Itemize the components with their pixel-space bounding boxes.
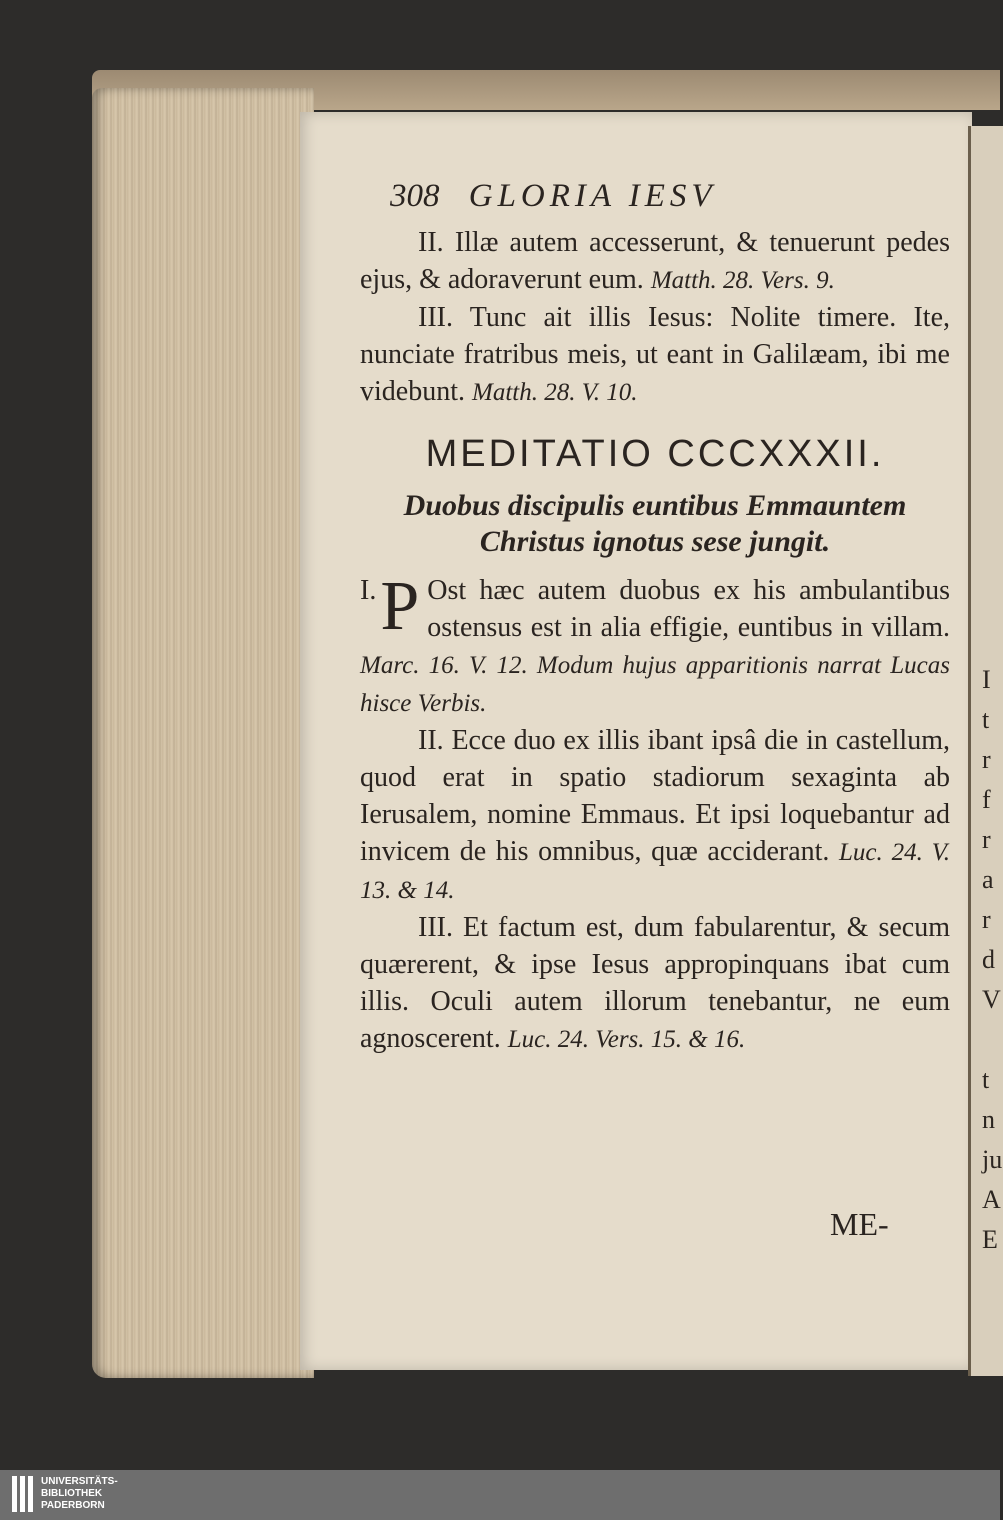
footer-bar [0,1470,1000,1520]
facing-letter: t [982,705,990,734]
logo-bars-icon [12,1476,33,1512]
paragraph-text: Ost hæc autem duobus ex his ambulantibus ostensus est in alia effigie, euntibus in villam. [427,575,950,643]
facing-letter: r [982,825,991,854]
facing-letter: ju [982,1145,1003,1174]
catchword: ME- [830,1206,889,1242]
facing-letter: V [982,985,1001,1014]
facing-letter: n [982,1105,995,1134]
facing-page-letters [982,660,1003,1260]
paragraph-3 [360,909,950,1058]
paragraph-top-1 [360,224,950,299]
facing-letter: I [982,665,991,694]
paragraph-text: II. Illæ autem accesserunt, & tenuerunt pedes ejus, & adoraverunt eum. [360,227,950,295]
library-name [41,1476,118,1512]
library-line-2: BIBLIOTHEK [41,1488,103,1499]
library-line-1: UNIVERSITÄTS- [41,1476,118,1487]
paragraph-top-2 [360,299,950,411]
facing-letter: a [982,865,994,894]
paragraph-text: III. Tunc ait illis Iesus: Nolite timere. Ite, nunciate fratribus meis, ut eant in Galilæam, ibi me videbunt. [360,302,950,407]
library-logo [12,1476,118,1512]
paragraph-2 [360,722,950,909]
facing-letter: r [982,905,991,934]
facing-letter: f [982,785,991,814]
facing-letter: E [982,1225,998,1254]
scripture-reference: Marc. 16. V. 12. Modum hujus apparitionis narrat Lucas hisce Verbis. [360,652,950,717]
facing-letter: t [982,1065,990,1094]
page-text [360,178,950,1058]
running-header [390,178,950,224]
facing-letter: d [982,945,995,974]
scripture-reference: Matth. 28. V. 10. [472,379,638,406]
paragraph-text: II. Ecce duo ex illis ibant ipsâ die in castellum, quod erat in spatio stadiorum sexaginta ab Ierusalem, nomine Emmaus. Et ipsi loquebantur ad invicem de his omnibus, quæ acciderant. [360,725,950,867]
paragraph-1 [360,568,950,722]
facing-letter [982,1020,1000,1060]
library-line-3: PADERBORN [41,1500,105,1511]
scripture-reference: Luc. 24. V. 13. & 14. [360,839,950,904]
meditation-title: MEDITATIO CCCXXXII. [425,433,885,475]
page-number: 308 [390,178,440,214]
running-head: GLORIA IESV [468,178,717,214]
paragraph-numeral: I. [360,575,377,606]
paragraph-text: III. Et factum est, dum fabularentur, & secum quærerent, & ipse Iesus appropinquans ibat cum illis. Oculi autem illorum tenebantur, ne eum agnoscerent. [360,912,950,1054]
page-edges [92,88,314,1378]
facing-letter: A [982,1185,1001,1214]
drop-cap: P [380,568,420,645]
scripture-reference: Matth. 28. Vers. 9. [650,267,835,294]
scripture-reference: Luc. 24. Vers. 15. & 16. [507,1026,746,1053]
meditation-subtitle: Duobus discipulis euntibus Emmauntem Christus ignotus sese jungit. [403,489,907,558]
facing-letter: r [982,745,991,774]
